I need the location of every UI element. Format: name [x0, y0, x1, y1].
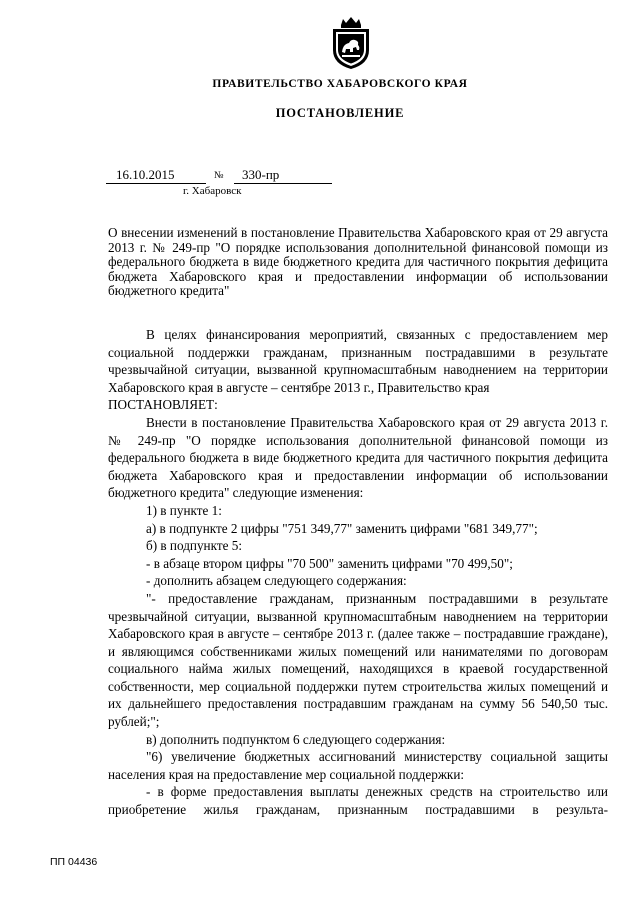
- document-body: [108, 326, 608, 819]
- paragraph-subitem-b: б) в подпункте 5:: [146, 538, 243, 554]
- paragraph-dash-3: - в форме предоставления выплаты денежных средств на строительство или приобретение жилья гражданам, признанным пострадавшими в результа-: [108, 784, 608, 818]
- document-number: 330-пр: [234, 167, 332, 184]
- paragraph-dash-1: - в абзаце втором цифры "70 500" заменить цифрами "70 499,50";: [146, 555, 513, 571]
- paragraph-amendment-intro: Внести в постановление Правительства Хабаровского края от 29 августа 2013 г. № 249-пр "О порядке использования дополнительной финансовой помощи из федерального бюджета в виде бюджетного кредита для частичного покрытия дефицита бюджета Хабаровского края и предоставлении информации об использовании бюджетного кредита" следующие изменения:: [108, 414, 608, 501]
- document-subject: О внесении изменений в постановление Правительства Хабаровского края от 29 августа 2013 г. № 249-пр "О порядке использования дополнительной финансовой помощи из федерального бюджета в виде бюджетного кредита для частичного покрытия дефицита бюджета Хабаровского края и предоставлении информации об использовании бюджетного кредита": [108, 225, 608, 299]
- number-sign: №: [214, 170, 224, 181]
- document-type: ПОСТАНОВЛЕНИЕ: [275, 106, 405, 120]
- document-city: г. Хабаровск: [183, 185, 242, 197]
- coat-of-arms-icon: [329, 16, 373, 70]
- paragraph-dash-2: - дополнить абзацем следующего содержания:: [146, 573, 407, 589]
- document-date: 16.10.2015: [106, 167, 206, 184]
- paragraph-quote-6: "6) увеличение бюджетных ассигнований министерству социальной защиты населения края на предоставление мер социальной поддержки:: [108, 749, 608, 782]
- footer-code: ПП 04436: [50, 856, 98, 868]
- paragraph-quote-1: "- предоставление гражданам, признанным пострадавшими в результате чрезвычайной ситуации, вызванной крупномасштабным наводнением на территории Хабаровского края в августе – сентябре 2013 г. (далее также – пострадавшие граждане), и являющимся собственниками жилых помещений или нанимателями по договорам социального найма жилых помещений, находящихся в краевой государственной собственности, мер социальной поддержки путем строительства жилых помещений и их дальнейшего предоставления пострадавшим гражданам на сумму 56 540,50 тыс. рублей;";: [108, 590, 608, 730]
- paragraph-subitem-a: а) в подпункте 2 цифры "751 349,77" заменить цифрами "681 349,77";: [146, 520, 538, 536]
- paragraph-preamble: В целях финансирования мероприятий, связанных с предоставлением мер социальной поддержки гражданам, признанным пострадавшими в результате чрезвычайной ситуации, вызванной крупномасштабным наводнением на территории Хабаровского края в августе – сентябре 2013 г., Правительство края: [108, 327, 608, 395]
- paragraph-item-1: 1) в пункте 1:: [146, 502, 222, 518]
- organization-title: ПРАВИТЕЛЬСТВО ХАБАРОВСКОГО КРАЯ: [212, 78, 468, 90]
- paragraph-subitem-c: в) дополнить подпунктом 6 следующего содержания:: [146, 731, 446, 747]
- paragraph-decree: ПОСТАНОВЛЯЕТ:: [108, 397, 218, 413]
